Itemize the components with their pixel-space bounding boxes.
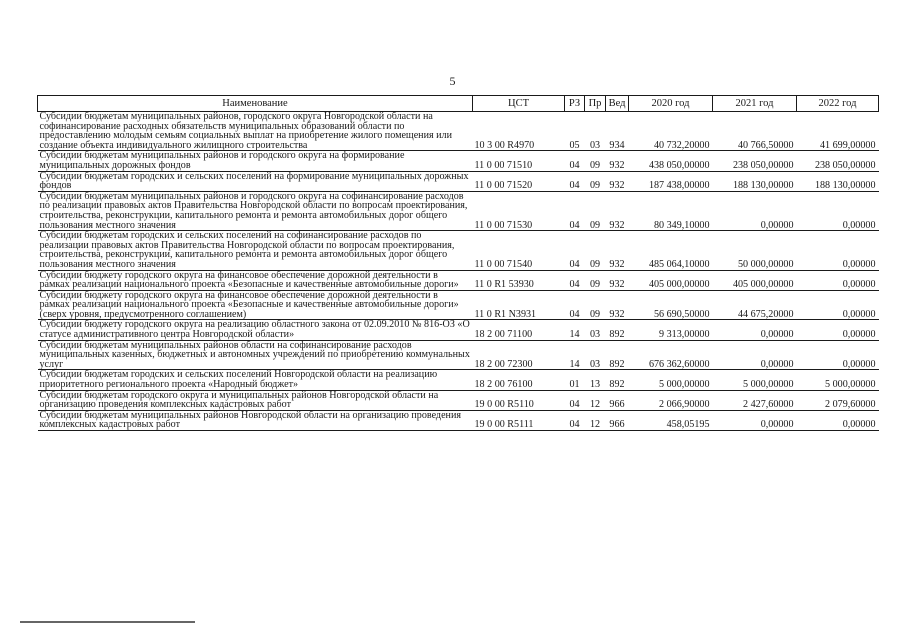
table-row — [38, 390, 879, 410]
cell-2020: 485 064,10000 — [629, 231, 713, 270]
cell-cst: 11 0 00 71540 — [473, 231, 565, 270]
cell-pr: 09 — [585, 191, 606, 230]
cell-2022: 0,00000 — [797, 290, 879, 320]
cell-2020: 9 313,00000 — [629, 320, 713, 340]
page-number: 5 — [449, 74, 456, 88]
cell-name: Субсидии бюджетам городских и сельских поселений Новгородской области на реализацию приоритетного регионального проекта «Народный бюджет» — [38, 370, 473, 390]
cell-cst: 11 0 00 71520 — [473, 171, 565, 191]
cell-cst: 18 2 00 71100 — [473, 320, 565, 340]
cell-name: Субсидии бюджету городского округа на финансовое обеспечение дорожной деятельности в рамках реализации национального проекта «Безопасные и качественные автомобильные дороги» — [38, 270, 473, 290]
cell-rz: 05 — [565, 112, 585, 151]
cell-2022: 188 130,00000 — [797, 171, 879, 191]
table-row — [38, 151, 879, 171]
cell-name: Субсидии бюджетам муниципальных районов и городского округа на формирование муниципальных дорожных фондов — [38, 151, 473, 171]
cell-pr: 09 — [585, 231, 606, 270]
cell-2022: 2 079,60000 — [797, 390, 879, 410]
cell-cst: 11 0 R1 53930 — [473, 270, 565, 290]
cell-pr: 09 — [585, 151, 606, 171]
table-header-row — [38, 96, 879, 112]
cell-rz: 14 — [565, 340, 585, 370]
footer-rule — [20, 621, 195, 623]
cell-name: Субсидии бюджетам городских и сельских поселений на софинансирование расходов по реализации правовых актов Правительства Новгородской области по вопросам проектирования, строительства, реконструкции, капитального ремонта и ремонта автомобильных дорог общего пользования местного значения — [38, 231, 473, 270]
table-body — [38, 112, 879, 431]
cell-ved: 966 — [606, 390, 629, 410]
cell-ved: 932 — [606, 231, 629, 270]
cell-rz: 04 — [565, 410, 585, 430]
cell-2021: 405 000,00000 — [713, 270, 797, 290]
cell-rz: 04 — [565, 231, 585, 270]
cell-2021: 2 427,60000 — [713, 390, 797, 410]
cell-name: Субсидии бюджету городского округа на реализацию областного закона от 02.09.2010 № 816-ОЗ «О статусе административного центра Новгородской области» — [38, 320, 473, 340]
cell-cst: 11 0 R1 N3931 — [473, 290, 565, 320]
cell-pr: 13 — [585, 370, 606, 390]
cell-2020: 5 000,00000 — [629, 370, 713, 390]
cell-cst: 18 2 00 76100 — [473, 370, 565, 390]
table-row — [38, 320, 879, 340]
cell-pr: 12 — [585, 390, 606, 410]
cell-rz: 04 — [565, 171, 585, 191]
cell-2020: 80 349,10000 — [629, 191, 713, 230]
cell-pr: 09 — [585, 171, 606, 191]
cell-2022: 238 050,00000 — [797, 151, 879, 171]
cell-2022: 41 699,00000 — [797, 112, 879, 151]
cell-2021: 40 766,50000 — [713, 112, 797, 151]
cell-pr: 03 — [585, 320, 606, 340]
header-ved: Вед — [606, 96, 629, 112]
cell-2021: 0,00000 — [713, 410, 797, 430]
cell-cst: 19 0 00 R5110 — [473, 390, 565, 410]
cell-2021: 44 675,20000 — [713, 290, 797, 320]
cell-pr: 03 — [585, 112, 606, 151]
cell-ved: 932 — [606, 290, 629, 320]
table-row — [38, 112, 879, 151]
table-row — [38, 370, 879, 390]
cell-2020: 40 732,20000 — [629, 112, 713, 151]
cell-ved: 966 — [606, 410, 629, 430]
cell-ved: 934 — [606, 112, 629, 151]
cell-2021: 50 000,00000 — [713, 231, 797, 270]
cell-name: Субсидии бюджету городского округа на финансовое обеспечение дорожной деятельности в рамках реализации национального проекта «Безопасные и качественные автомобильные дороги» (сверх уровня, предусмотренного соглашением) — [38, 290, 473, 320]
header-2022: 2022 год — [797, 96, 879, 112]
cell-rz: 01 — [565, 370, 585, 390]
cell-cst: 11 0 00 71530 — [473, 191, 565, 230]
header-cst: ЦСТ — [473, 96, 565, 112]
cell-name: Субсидии бюджетам муниципальных районов области на софинансирование расходов муниципальных казенных, бюджетных и автономных учреждений по приобретению коммунальных услуг — [38, 340, 473, 370]
cell-ved: 892 — [606, 320, 629, 340]
table-row — [38, 340, 879, 370]
cell-rz: 04 — [565, 390, 585, 410]
header-pr: Пр — [585, 96, 606, 112]
cell-pr: 12 — [585, 410, 606, 430]
cell-2020: 676 362,60000 — [629, 340, 713, 370]
cell-cst: 18 2 00 72300 — [473, 340, 565, 370]
cell-2022: 0,00000 — [797, 410, 879, 430]
cell-ved: 932 — [606, 191, 629, 230]
cell-2022: 5 000,00000 — [797, 370, 879, 390]
cell-ved: 932 — [606, 270, 629, 290]
table-row — [38, 270, 879, 290]
cell-pr: 03 — [585, 340, 606, 370]
cell-pr: 09 — [585, 270, 606, 290]
cell-2021: 0,00000 — [713, 320, 797, 340]
cell-ved: 932 — [606, 151, 629, 171]
cell-2020: 56 690,50000 — [629, 290, 713, 320]
cell-2021: 238 050,00000 — [713, 151, 797, 171]
cell-2020: 438 050,00000 — [629, 151, 713, 171]
cell-rz: 04 — [565, 290, 585, 320]
header-2020: 2020 год — [629, 96, 713, 112]
table-row — [38, 231, 879, 270]
cell-2020: 458,05195 — [629, 410, 713, 430]
cell-name: Субсидии бюджетам муниципальных районов Новгородской области на организацию проведения комплексных кадастровых работ — [38, 410, 473, 430]
table-row — [38, 171, 879, 191]
cell-cst: 19 0 00 R5111 — [473, 410, 565, 430]
cell-2020: 405 000,00000 — [629, 270, 713, 290]
header-name: Наименование — [38, 96, 473, 112]
cell-rz: 04 — [565, 270, 585, 290]
table-row — [38, 191, 879, 230]
cell-name: Субсидии бюджетам городского округа и муниципальных районов Новгородской области на организацию проведения комплексных кадастровых работ — [38, 390, 473, 410]
cell-ved: 892 — [606, 370, 629, 390]
budget-table — [37, 95, 879, 431]
cell-rz: 04 — [565, 151, 585, 171]
cell-2021: 188 130,00000 — [713, 171, 797, 191]
cell-rz: 14 — [565, 320, 585, 340]
cell-cst: 10 3 00 R4970 — [473, 112, 565, 151]
cell-ved: 932 — [606, 171, 629, 191]
cell-2022: 0,00000 — [797, 270, 879, 290]
cell-pr: 09 — [585, 290, 606, 320]
cell-name: Субсидии бюджетам муниципальных районов и городского округа на софинансирование расходов по реализации правовых актов Правительства Новгородской области по вопросам проектирования, строительства, реконструкции, капитального ремонта и ремонта автомобильных дорог общего пользования местного значения — [38, 191, 473, 230]
cell-name: Субсидии бюджетам муниципальных районов, городского округа Новгородской области на софинансирование расходных обязательств муниципальных образований области по предоставлению молодым семьям социальных выплат на приобретение жилого помещения или создание объекта индивидуального жилищного строительства — [38, 112, 473, 151]
cell-2021: 5 000,00000 — [713, 370, 797, 390]
cell-ved: 892 — [606, 340, 629, 370]
cell-2022: 0,00000 — [797, 340, 879, 370]
cell-2021: 0,00000 — [713, 191, 797, 230]
header-2021: 2021 год — [713, 96, 797, 112]
cell-name: Субсидии бюджетам городских и сельских поселений на формирование муниципальных дорожных фондов — [38, 171, 473, 191]
cell-2022: 0,00000 — [797, 191, 879, 230]
header-rz: РЗ — [565, 96, 585, 112]
table-row — [38, 290, 879, 320]
cell-2021: 0,00000 — [713, 340, 797, 370]
cell-2022: 0,00000 — [797, 231, 879, 270]
cell-cst: 11 0 00 71510 — [473, 151, 565, 171]
cell-rz: 04 — [565, 191, 585, 230]
table-row — [38, 410, 879, 430]
cell-2020: 187 438,00000 — [629, 171, 713, 191]
cell-2022: 0,00000 — [797, 320, 879, 340]
cell-2020: 2 066,90000 — [629, 390, 713, 410]
